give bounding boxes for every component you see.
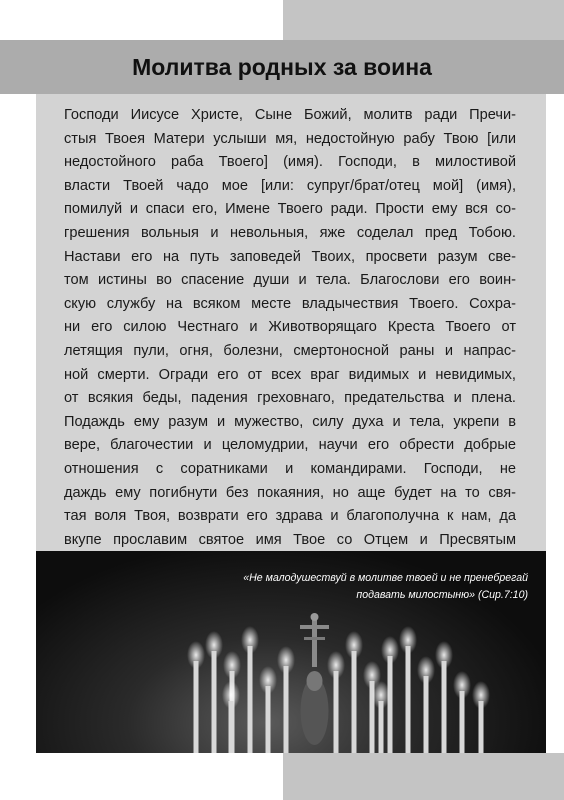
quote-line-2: подавать милостыню» (Сир.7:10) (356, 589, 528, 601)
prayer-line: вере, благочестии и целомудрии, научи его обрести добрые (64, 437, 516, 454)
prayer-line: недостойного раба Твоего] (имя). Господи, в милостивой (64, 154, 516, 171)
quote-line-1: «Не малодушествуй в молитве твоей и не пренебрегай (243, 572, 528, 584)
candle (212, 651, 217, 753)
prayer-text (64, 104, 516, 576)
prayer-line: власти Твоей чадо мое [или: супруг/брат/отец мой] (имя), (64, 177, 516, 194)
prayer-line: помилуй и спаси его, Имене Твоего ради. Прости ему вся со- (64, 201, 516, 218)
prayer-line: ной смерти. Огради его от всех враг видимых и невидимых, (64, 366, 516, 383)
prayer-line: Подаждь ему разум и мужество, силу духа и тела, укрепи в (64, 413, 516, 430)
prayer-line: Настави его на путь заповедей Твоих, просвети разум све- (64, 248, 516, 265)
candle (266, 686, 271, 753)
prayer-line: тая воля Твоя, возврати его здрава и благополучна к нам, да (64, 508, 516, 525)
prayer-line: вкупе прославим святое имя Твое со Отцем и Пресвятым (64, 531, 516, 548)
bottom-decorative-bar (283, 753, 564, 800)
candle (248, 646, 253, 753)
prayer-line: том истины во спасение души и тела. Благослови его воин- (64, 272, 516, 289)
candle (479, 701, 484, 753)
candle (194, 661, 199, 753)
prayer-line: стыя Твоея Матери услыши мя, недостойную рабу Твою [или (64, 130, 516, 147)
page-title: Молитва родных за воина (132, 54, 432, 80)
candle (460, 691, 465, 753)
candle (406, 646, 411, 753)
prayer-line: скую службу на всяком месте владычествия Твоего. Сохра- (64, 295, 516, 312)
candle (388, 656, 393, 753)
candle (284, 666, 289, 753)
candle (379, 701, 384, 753)
prayer-line: от всякия беды, падения греховнаго, предательства и плена. (64, 390, 516, 407)
prayer-line: Господи Иисусе Христе, Сыне Божий, молитв ради Пречи- (64, 107, 516, 123)
top-decorative-bar (283, 0, 564, 40)
candle (334, 671, 339, 753)
candle (424, 676, 429, 753)
candle (352, 651, 357, 753)
candle (229, 701, 234, 753)
cross-icon (300, 613, 329, 745)
prayer-line: грешения вольныя и невольныя, яже соделал пред Тобою. (64, 224, 516, 241)
candle (442, 661, 447, 753)
prayer-line: ни его силою Честнаго и Животворящаго Креста Твоего от (64, 319, 516, 336)
prayer-line: даждь ему погибнути без покаяния, но аще будет на то свя- (64, 484, 516, 501)
prayer-line: отношения с соратниками и командирами. Господи, не (64, 460, 516, 477)
prayer-line: летящия пули, огня, болезни, смертоносной раны и напрас- (64, 342, 516, 359)
quote (150, 570, 528, 604)
